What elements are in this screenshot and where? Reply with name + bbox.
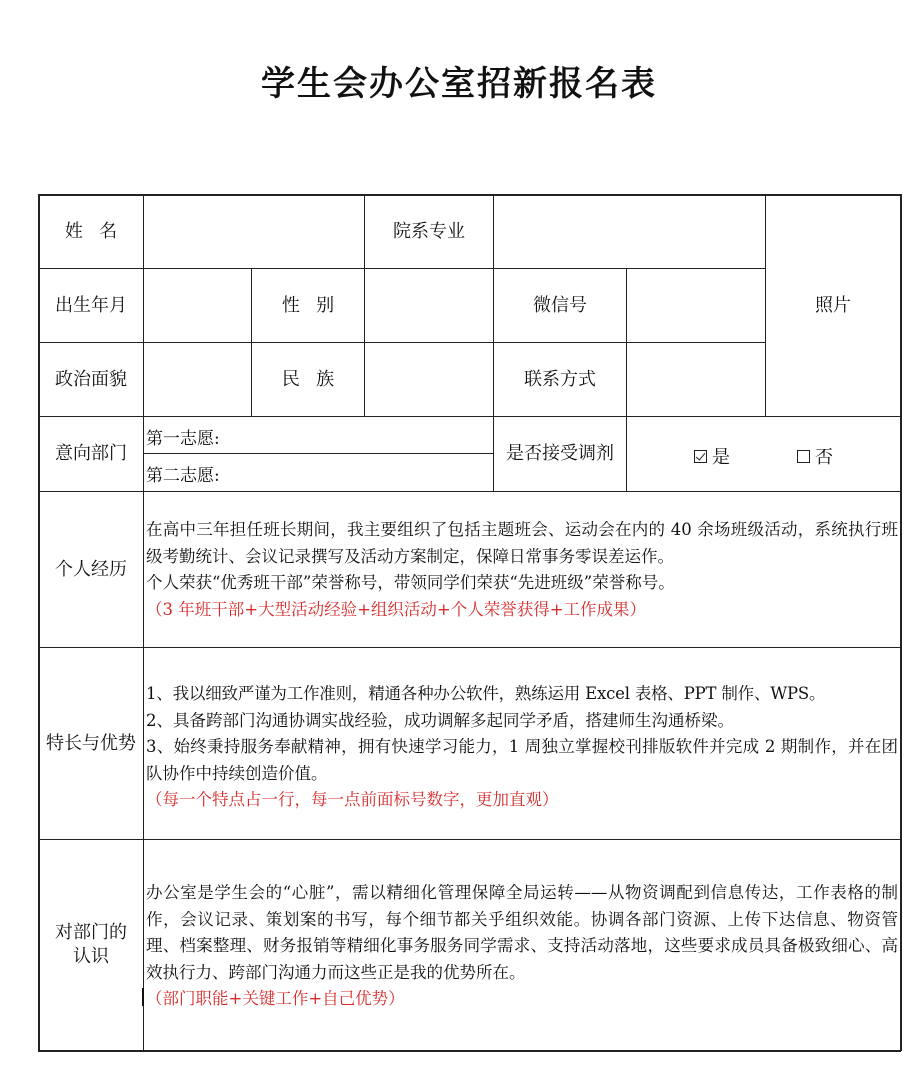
experience-label: 个人经历 (55, 558, 127, 580)
gender-label: 性别 (281, 294, 351, 316)
department-major-field[interactable] (494, 195, 765, 268)
experience-content[interactable] (146, 517, 898, 623)
checked-checkbox-icon[interactable] (694, 450, 707, 463)
political-label: 政治面貌 (55, 368, 127, 390)
experience-line: 在高中三年担任班长期间，我主要组织了包括主题班会、运动会在内的 40 余场班级活动，系统执行班级考勤统计、会议记录撰写及活动方案制定，保障日常事务零误差运作。 (146, 520, 898, 566)
strength-item: 3、始终秉持服务奉献精神，拥有快速学习能力，1 周独立掌握校刊排版软件并完成 2 期制作，并在团队协作中持续创造价值。 (146, 737, 898, 783)
first-choice-label[interactable]: 第一志愿: (146, 429, 220, 449)
wechat-field[interactable] (627, 269, 765, 342)
table-border-right (900, 194, 902, 1051)
experience-line: 个人荣获“优秀班干部”荣誉称号，带领同学们荣获“先进班级”荣誉称号。 (146, 573, 675, 592)
accept-adjust-label: 是否接受调剂 (506, 443, 614, 464)
row-divider (143, 453, 493, 454)
dept-understanding-label: 对部门的认识 (55, 922, 127, 967)
intended-dept-label: 意向部门 (55, 443, 127, 464)
understanding-hint: （部门职能+关键工作+自己优势） (146, 989, 405, 1008)
strengths-content[interactable] (146, 681, 898, 814)
name-field[interactable] (144, 195, 364, 268)
form-title: 学生会办公室招新报名表 (261, 64, 657, 104)
understanding-text: 办公室是学生会的“心脏”，需以精细化管理保障全局运转——从物资调配到信息传达，工作表格的制作，会议记录、策划案的书写，每个细节都关乎组织效能。协调各部门资源、上传下达信息、物资管理、档案整理、财务报销等精细化事务服务同学需求、支持活动落地，这些要求成员具备极致细心、高效执行力、跨部门沟通力而这些正是我的优势所在。 (146, 883, 898, 982)
checkbox-icon[interactable] (797, 450, 810, 463)
department-major-label: 院系专业 (393, 220, 465, 242)
adjust-yes-option[interactable] (694, 443, 730, 469)
strength-item: 2、具备跨部门沟通协调实战经验，成功调解多起同学矛盾，搭建师生沟通桥梁。 (146, 710, 734, 730)
contact-label: 联系方式 (524, 368, 596, 390)
row-divider (38, 416, 901, 417)
ethnicity-field[interactable] (365, 343, 493, 416)
second-choice-label[interactable]: 第二志愿: (146, 466, 220, 486)
adjust-no-option[interactable] (797, 443, 833, 469)
row-divider (38, 839, 901, 840)
understanding-content[interactable] (146, 880, 898, 1013)
adjust-yes-label: 是 (712, 447, 730, 468)
adjust-no-label: 否 (815, 447, 833, 468)
strengths-label: 特长与优势 (46, 732, 136, 754)
row-divider (38, 491, 901, 492)
row-divider (38, 647, 901, 648)
contact-field[interactable] (627, 343, 765, 416)
wechat-label: 微信号 (533, 294, 587, 316)
strengths-hint: （每一个特点占一行，每一点前面标号数字，更加直观） (146, 790, 559, 809)
name-label: 姓名 (64, 220, 134, 242)
birth-field[interactable] (144, 269, 251, 342)
table-border-bottom (38, 1050, 901, 1052)
text-cursor (142, 988, 144, 1006)
photo-placeholder[interactable]: 照片 (815, 294, 851, 316)
ethnicity-label: 民族 (281, 368, 351, 390)
experience-hint: （3 年班干部+大型活动经验+组织活动+个人荣誉获得+工作成果） (146, 599, 647, 619)
birth-label: 出生年月 (55, 294, 127, 316)
gender-field[interactable] (365, 269, 493, 342)
political-field[interactable] (144, 343, 251, 416)
strength-item: 1、我以细致严谨为工作准则，精通各种办公软件，熟练运用 Excel 表格、PPT 制作、WPS。 (146, 684, 826, 703)
